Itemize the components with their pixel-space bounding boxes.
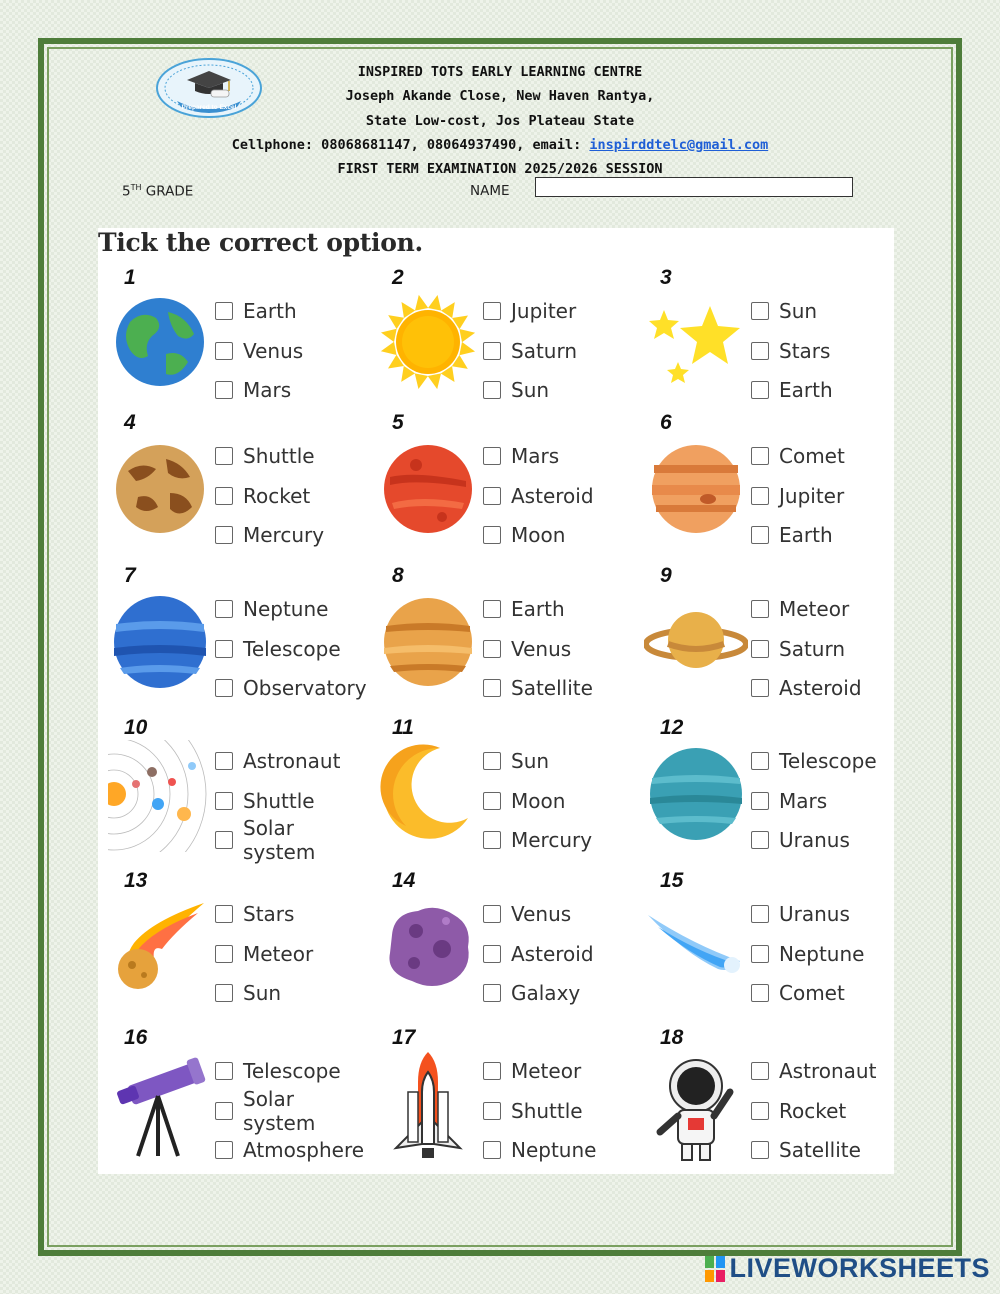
checkbox[interactable] <box>215 600 233 618</box>
option-label: Mars <box>243 378 292 402</box>
option-label: Neptune <box>511 1138 597 1162</box>
option-atmosphere[interactable] <box>215 1137 364 1163</box>
question-number: 18 <box>660 1026 684 1049</box>
option-mars[interactable] <box>751 788 827 814</box>
checkbox[interactable] <box>483 945 501 963</box>
checkbox[interactable] <box>215 905 233 923</box>
grade-suffix: TH <box>130 183 142 192</box>
checkbox[interactable] <box>483 342 501 360</box>
liveworksheets-branding <box>705 1253 990 1284</box>
question-number: 3 <box>660 266 672 289</box>
checkbox[interactable] <box>483 1141 501 1159</box>
option-label: Telescope <box>243 1059 341 1083</box>
option-label: Solar system <box>243 816 316 864</box>
option-label: Observatory <box>243 676 367 700</box>
question-17 <box>366 988 628 1162</box>
option-label: Satellite <box>511 676 593 700</box>
option-comet[interactable] <box>751 443 845 469</box>
liveworksheets-text: LIVEWORKSHEETS <box>729 1253 990 1283</box>
option-label: Astronaut <box>779 1059 877 1083</box>
question-14 <box>366 831 628 1005</box>
option-label: Shuttle <box>243 788 315 813</box>
question-number: 6 <box>660 411 672 434</box>
telescope-icon <box>108 1050 212 1162</box>
option-jupiter[interactable] <box>483 298 576 324</box>
option-label: Moon <box>511 523 566 547</box>
option-asteroid[interactable] <box>483 941 594 967</box>
option-telescope[interactable] <box>215 1058 341 1084</box>
option-label: Sun <box>511 378 550 402</box>
checkbox[interactable] <box>751 752 769 770</box>
question-9 <box>634 526 896 700</box>
question-number: 12 <box>660 716 684 739</box>
checkbox[interactable] <box>483 447 501 465</box>
option-label: Earth <box>779 523 833 547</box>
question-5 <box>366 373 628 547</box>
question-18 <box>634 988 896 1162</box>
option-venus[interactable] <box>483 636 571 662</box>
option-rocket[interactable] <box>751 1098 846 1124</box>
option-label: Solar system <box>243 1086 316 1135</box>
checkbox[interactable] <box>215 1102 233 1120</box>
option-label: Uranus <box>779 828 850 852</box>
contact-line <box>200 133 800 157</box>
question-6 <box>634 373 896 547</box>
liveworksheets-logo-icon <box>705 1256 725 1282</box>
option-label: Mercury <box>511 828 593 852</box>
question-number: 13 <box>124 869 148 892</box>
option-label: Meteor <box>511 1059 582 1083</box>
option-label: Asteroid <box>511 941 594 966</box>
option-stars[interactable] <box>215 901 294 927</box>
checkbox[interactable] <box>483 600 501 618</box>
question-4 <box>98 373 360 547</box>
checkbox[interactable] <box>215 342 233 360</box>
checkbox[interactable] <box>751 792 769 810</box>
option-shuttle[interactable] <box>215 788 315 814</box>
checkbox[interactable] <box>483 302 501 320</box>
checkbox[interactable] <box>215 752 233 770</box>
option-label: Venus <box>511 636 572 661</box>
option-label: Comet <box>779 981 845 1005</box>
name-input[interactable] <box>535 177 853 197</box>
checkbox[interactable] <box>215 302 233 320</box>
grade-label <box>122 183 193 200</box>
option-label: Galaxy <box>511 981 581 1005</box>
checkbox[interactable] <box>751 1102 769 1120</box>
checkbox[interactable] <box>751 945 769 963</box>
option-solar-system[interactable] <box>215 1086 360 1135</box>
checkbox[interactable] <box>751 640 769 658</box>
option-label: Rocket <box>779 1098 847 1123</box>
option-label: Comet <box>779 444 845 468</box>
checkbox[interactable] <box>215 447 233 465</box>
checkbox[interactable] <box>751 302 769 320</box>
question-number: 7 <box>124 564 136 587</box>
option-sun[interactable] <box>483 748 549 774</box>
option-astronaut[interactable] <box>751 1058 876 1084</box>
question-number: 8 <box>392 564 404 587</box>
option-label: Meteor <box>243 941 314 966</box>
question-8 <box>366 526 628 700</box>
question-number: 16 <box>124 1026 148 1049</box>
checkbox[interactable] <box>483 905 501 923</box>
question-number: 14 <box>392 869 416 892</box>
address-line-2: State Low-cost, Jos Plateau State <box>365 112 635 129</box>
checkbox[interactable] <box>215 1062 233 1080</box>
grade-number: 5 <box>122 183 131 200</box>
option-label: Uranus <box>779 902 850 926</box>
astronaut-icon <box>644 1050 748 1162</box>
option-telescope[interactable] <box>215 636 341 662</box>
option-label: Atmosphere <box>243 1138 365 1162</box>
question-number: 5 <box>392 411 404 434</box>
instruction-text: Tick the correct option. <box>98 228 423 257</box>
option-label: Venus <box>243 338 304 363</box>
checkbox[interactable] <box>751 342 769 360</box>
option-label: Rocket <box>243 483 311 508</box>
option-venus[interactable] <box>215 338 303 364</box>
checkbox[interactable] <box>215 1141 233 1159</box>
option-rocket[interactable] <box>215 483 310 509</box>
checkbox[interactable] <box>483 1062 501 1080</box>
exam-title: FIRST TERM EXAMINATION 2025/2026 SESSION <box>337 161 663 178</box>
option-label: Mars <box>779 788 828 813</box>
option-label: Saturn <box>779 636 846 661</box>
checkbox[interactable] <box>751 1141 769 1159</box>
question-number: 1 <box>124 266 136 289</box>
option-neptune[interactable] <box>215 596 328 622</box>
question-number: 2 <box>392 266 404 289</box>
checkbox[interactable] <box>215 792 233 810</box>
option-meteor[interactable] <box>751 596 849 622</box>
option-label: Shuttle <box>511 1098 583 1123</box>
checkbox[interactable] <box>751 487 769 505</box>
checkbox[interactable] <box>483 752 501 770</box>
option-label: Earth <box>243 299 297 323</box>
option-label: Neptune <box>243 597 329 621</box>
option-asteroid[interactable] <box>483 483 594 509</box>
checkbox[interactable] <box>751 447 769 465</box>
email-link[interactable]: inspirddtelc@gmail.com <box>589 136 769 153</box>
checkbox[interactable] <box>483 792 501 810</box>
question-11 <box>366 678 628 852</box>
option-saturn[interactable] <box>751 636 845 662</box>
question-15 <box>634 831 896 1005</box>
option-label: Stars <box>243 902 295 926</box>
checkbox[interactable] <box>483 487 501 505</box>
checkbox[interactable] <box>215 640 233 658</box>
option-venus[interactable] <box>483 901 571 927</box>
question-1 <box>98 228 360 402</box>
option-meteor[interactable] <box>483 1058 581 1084</box>
option-label: Satellite <box>779 1138 861 1162</box>
question-number: 4 <box>124 411 136 434</box>
option-earth[interactable] <box>215 298 297 324</box>
option-label: Telescope <box>779 749 877 773</box>
school-name: INSPIRED TOTS EARLY LEARNING CENTRE <box>357 64 643 80</box>
option-label: Meteor <box>779 597 850 621</box>
question-number: 17 <box>392 1026 416 1049</box>
question-number: 9 <box>660 564 672 587</box>
checkbox[interactable] <box>751 1062 769 1080</box>
question-7 <box>98 526 367 700</box>
option-astronaut[interactable] <box>215 748 340 774</box>
option-label: Jupiter <box>511 299 577 323</box>
option-label: Neptune <box>779 941 865 966</box>
option-shuttle[interactable] <box>215 443 315 469</box>
option-neptune[interactable] <box>751 941 864 967</box>
checkbox[interactable] <box>751 600 769 618</box>
option-label: Saturn <box>511 338 578 363</box>
option-label: Sun <box>779 299 818 323</box>
question-2 <box>366 228 628 402</box>
option-mars[interactable] <box>483 443 559 469</box>
worksheet <box>98 228 894 1174</box>
name-label: NAME <box>470 183 510 199</box>
option-label: Jupiter <box>779 483 845 508</box>
option-moon[interactable] <box>483 788 565 814</box>
option-stars[interactable] <box>751 338 830 364</box>
question-16 <box>98 988 365 1162</box>
option-saturn[interactable] <box>483 338 577 364</box>
option-label: Stars <box>779 338 831 363</box>
question-13 <box>98 831 360 1005</box>
address-line-1: Joseph Akande Close, New Haven Rantya, <box>345 88 655 105</box>
option-label: Venus <box>511 902 572 926</box>
checkbox[interactable] <box>751 905 769 923</box>
option-label: Asteroid <box>779 676 862 700</box>
option-label: Sun <box>243 981 282 1005</box>
question-number: 10 <box>124 716 148 739</box>
option-label: Astronaut <box>243 749 341 773</box>
option-uranus[interactable] <box>751 901 850 927</box>
checkbox[interactable] <box>483 1102 501 1120</box>
option-meteor[interactable] <box>215 941 313 967</box>
checkbox[interactable] <box>215 487 233 505</box>
shuttle-icon <box>376 1050 480 1162</box>
option-label: Mars <box>511 444 560 468</box>
option-neptune[interactable] <box>483 1137 596 1163</box>
option-label: Earth <box>511 597 565 621</box>
option-satellite[interactable] <box>751 1137 861 1163</box>
logo-motto: Prepared to Excel <box>181 104 237 111</box>
checkbox[interactable] <box>215 945 233 963</box>
contact-text: Cellphone: 08068681147, 08064937490, email: <box>231 136 590 153</box>
option-label: Sun <box>511 749 550 773</box>
checkbox[interactable] <box>483 640 501 658</box>
option-label: Telescope <box>243 636 341 661</box>
question-12 <box>634 678 896 852</box>
option-label: Earth <box>779 378 833 402</box>
option-earth[interactable] <box>483 596 565 622</box>
option-jupiter[interactable] <box>751 483 844 509</box>
option-label: Asteroid <box>511 483 594 508</box>
option-shuttle[interactable] <box>483 1098 583 1124</box>
option-label: Moon <box>511 788 566 813</box>
grade-word: GRADE <box>141 183 194 200</box>
question-number: 15 <box>660 869 684 892</box>
question-number: 11 <box>392 716 414 739</box>
school-header <box>200 60 800 181</box>
question-10 <box>98 678 360 864</box>
option-label: Shuttle <box>243 444 315 468</box>
question-3 <box>634 228 896 402</box>
option-telescope[interactable] <box>751 748 877 774</box>
option-sun[interactable] <box>751 298 817 324</box>
option-label: Mercury <box>243 523 325 547</box>
